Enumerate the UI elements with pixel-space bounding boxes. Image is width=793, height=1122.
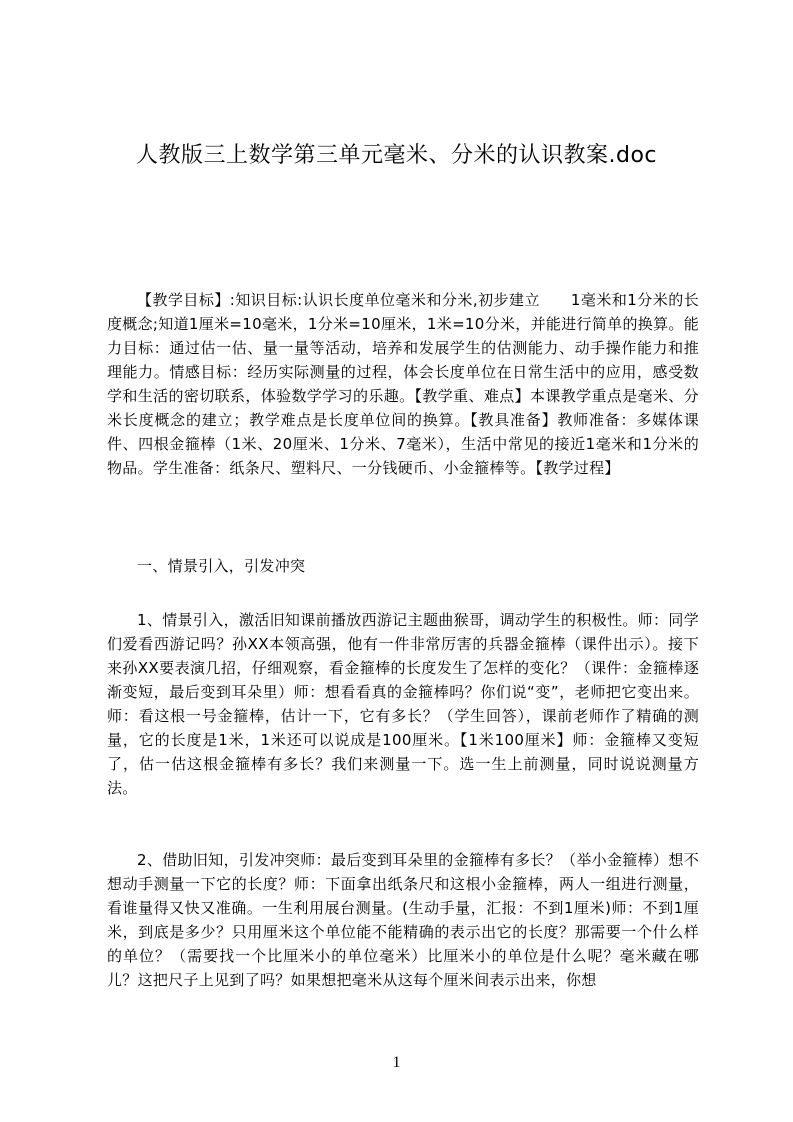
- page-number: 1: [392, 1054, 401, 1071]
- section-heading-intro: 一、情景引入，引发冲突: [137, 557, 306, 575]
- document-title: 人教版三上数学第三单元毫米、分米的认识教案.doc: [135, 143, 657, 168]
- paragraph-scenario-intro: 1、情景引入，激活旧知课前播放西游记主题曲猴哥，调动学生的积极性。师：同学们爱看西游记吗？孙XX本领高强，他有一件非常厉害的兵器金箍棒（课件出示）。接下来孙XX要表演几招，仔细观察，看金箍棒的长度发生了怎样的变化？（课件：金箍棒逐渐变短，最后变到耳朵里）师：想看看真的金箍棒吗？你们说“变”，老师把它变出来。师：看这根一号金箍棒，估计一下，它有多长？（学生回答），课前老师作了精确的测量，它的长度是1米，1米还可以说成是100厘米。【1米100厘米】师：金箍棒又变短了，估一估这根金箍棒有多长？我们来测量一下。选一生上前测量，同时说说测量方法。: [107, 611, 699, 797]
- paragraph-teaching-objectives: 【教学目标】:知识目标:认识长度单位毫米和分米,初步建立 1毫米和1分米的长度概念;知道1厘米=10毫米，1分米=10厘米，1米=10分米，并能进行简单的换算。能力目标：通过估一估、量一量等活动，培养和发展学生的估测能力、动手操作能力和推理能力。情感目标：经历实际测量的过程，体会长度单位在日常生活中的应用，感受数学和生活的密切联系，体验数学学习的乐趣。【教学重、难点】本课教学重点是毫米、分米长度概念的建立；教学难点是长度单位间的换算。【教具准备】教师准备：多媒体课件、四根金箍棒（1米、20厘米、1分米、7毫米），生活中常见的接近1毫米和1分米的物品。学生准备：纸条尺、塑料尺、一分钱硬币、小金箍棒等。【教学过程】: [107, 291, 699, 477]
- paragraph-conflict: 2、借助旧知，引发冲突师：最后变到耳朵里的金箍棒有多长？（举小金箍棒）想不想动手测量一下它的长度？师：下面拿出纸条尺和这根小金箍棒，两人一组进行测量，看谁量得又快又准确。一生利用展台测量。(生动手量，汇报：不到1厘米)师：不到1厘米，到底是多少？只用厘米这个单位能不能精确的表示出它的长度？那需要一个什么样的单位？（需要找一个比厘米小的单位毫米）比厘米小的单位是什么呢？毫米藏在哪儿？这把尺子上见到了吗？如果想把毫米从这每个厘米间表示出来，你想: [107, 851, 699, 989]
